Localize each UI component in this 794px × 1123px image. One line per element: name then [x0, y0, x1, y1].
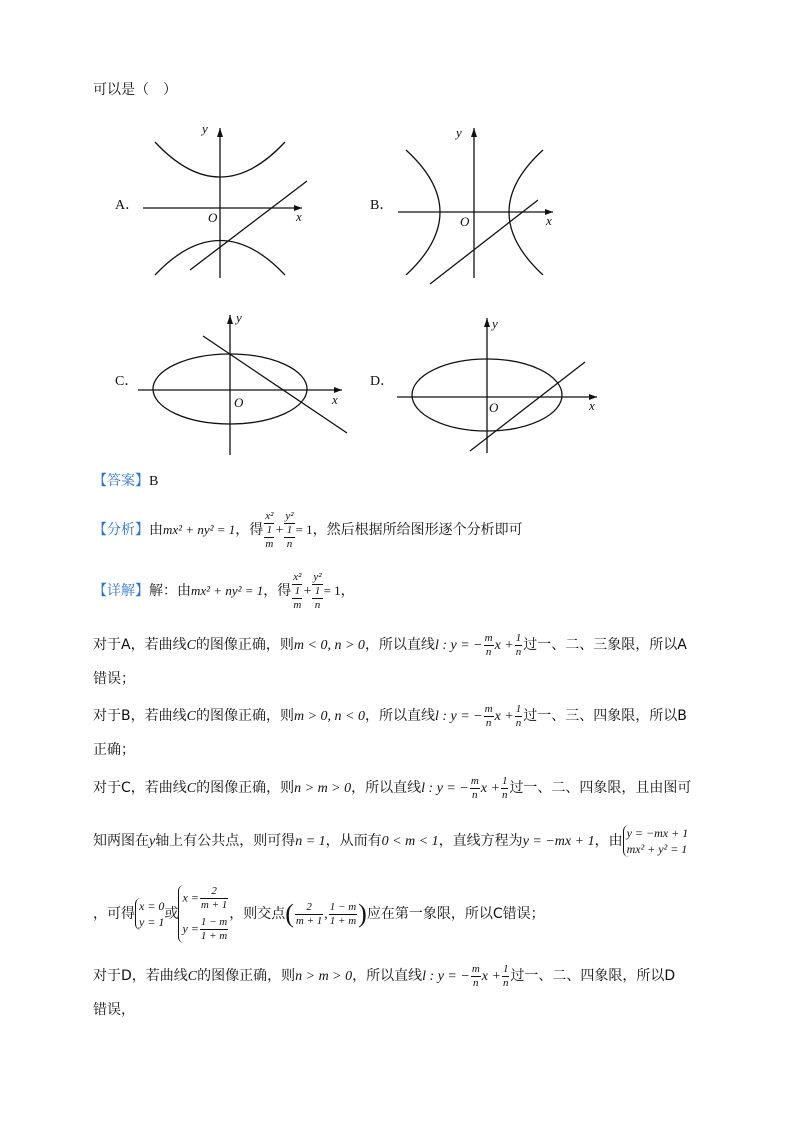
- figure-a: [143, 128, 307, 278]
- figure-a-x-label: x: [296, 209, 302, 224]
- frac-1-n: [515, 703, 523, 730]
- figure-b-origin: O: [460, 214, 470, 229]
- frac-num: 1: [515, 631, 522, 644]
- analysis-pre: 由: [149, 522, 163, 538]
- curve-c: C: [186, 781, 197, 796]
- figure-d-y-label: y: [492, 316, 498, 331]
- option-a-label: A．: [115, 198, 140, 213]
- figure-b-x-label: x: [546, 213, 552, 228]
- analysis-frac-y: [284, 510, 294, 551]
- m-range: 0 < m < 1: [381, 834, 439, 849]
- analysis-tag: 【分析】: [93, 522, 149, 538]
- case-text: ，所以直线: [352, 968, 423, 984]
- solution-2: [178, 885, 229, 943]
- case-text: ，所以直线: [364, 708, 435, 724]
- figure-c-line: [203, 336, 347, 433]
- sol1-y: y = 1: [139, 915, 165, 929]
- case-b-line2: 正确；: [93, 742, 135, 758]
- line-eq-x: x +: [494, 638, 514, 653]
- solution-1: [135, 898, 164, 930]
- frac-num: m: [470, 774, 479, 787]
- line-equation: y = −mx + 1: [522, 834, 595, 849]
- case-text: 应在第一象限，所以C错误；: [366, 906, 545, 922]
- case-condition: n > m > 0: [295, 969, 353, 984]
- detail-frac-x: [292, 571, 302, 612]
- case-text: ，所以直线: [351, 780, 422, 796]
- figure-a-y-label: y: [202, 121, 208, 136]
- case-text: 的图像正确，则: [196, 780, 295, 796]
- analysis-mid: ，得: [235, 522, 264, 538]
- sol2-x-frac: [200, 885, 228, 912]
- frac-den: n: [314, 598, 321, 611]
- detail-pre: 解：由: [149, 583, 191, 599]
- frac-num: 1 − m: [200, 916, 228, 928]
- analysis-frac-x: [264, 510, 274, 551]
- frac-num: 1 − m: [329, 900, 357, 913]
- case-b-line1: [93, 699, 687, 734]
- analysis-equation: mx² + ny² = 1: [163, 522, 236, 537]
- figure-d-origin: O: [489, 400, 499, 415]
- option-c-label: C．: [115, 374, 139, 389]
- figure-d: [397, 318, 597, 453]
- frac-num: m: [484, 631, 493, 644]
- frac-den: n: [472, 788, 478, 801]
- frac-num: 1: [292, 585, 302, 599]
- case-c-line2: [93, 823, 688, 860]
- axis-y-ref: y: [149, 834, 156, 849]
- frac-num: m: [484, 702, 493, 715]
- sol2-y-frac: [200, 916, 228, 943]
- case-text: ，直线方程为: [438, 833, 523, 849]
- system-eq2: mx² + y² = 1: [626, 842, 688, 856]
- case-condition: n > m > 0: [294, 781, 352, 796]
- frac-num: 2: [200, 885, 228, 899]
- frac-den: n: [286, 537, 293, 550]
- frac-1-n: [502, 963, 510, 990]
- frac-num: 1: [284, 524, 294, 538]
- figure-c: [138, 315, 347, 455]
- case-a-line2: 错误；: [93, 671, 135, 687]
- frac-m-n: [470, 775, 480, 802]
- case-d-line1: [93, 959, 675, 994]
- detail-frac-y: [312, 571, 322, 612]
- system-brace: [623, 825, 689, 857]
- frac-den: m: [293, 598, 302, 611]
- point-y-frac: [329, 901, 357, 928]
- sol1-x: x = 0: [139, 899, 165, 913]
- frac-m-n: [484, 703, 494, 730]
- frac-den: m + 1: [200, 899, 228, 911]
- frac-den: 1 + m: [329, 914, 357, 927]
- case-text: 轴上有公共点，则可得: [155, 833, 296, 849]
- frac-den: 1 + m: [200, 930, 228, 942]
- case-a-line1: [93, 628, 687, 663]
- frac-m-n: [471, 963, 481, 990]
- detail-eq1: = 1: [323, 583, 341, 598]
- case-text: 知两图在: [93, 833, 149, 849]
- frac-num: y²: [313, 570, 322, 583]
- analysis-eq1: = 1: [295, 522, 313, 537]
- figure-c-origin: O: [234, 395, 244, 410]
- case-text: ，由: [594, 833, 623, 849]
- frac-den: n: [515, 716, 522, 729]
- or-word: 或: [164, 906, 179, 922]
- detail-tag: 【详解】: [93, 583, 149, 599]
- figure-b-y-label: y: [456, 125, 462, 140]
- detail-mid: ，得: [263, 583, 292, 599]
- case-text: 的图像正确，则: [195, 637, 294, 653]
- answer-tag: 【答案】: [93, 473, 149, 489]
- line-eq: l : y = −: [434, 638, 483, 653]
- figure-c-x-label: x: [332, 392, 338, 407]
- case-text: 对于D，若曲线: [93, 968, 188, 984]
- option-figures: [0, 0, 794, 470]
- case-text: 过一、二、三象限，所以A: [523, 637, 687, 653]
- line-eq: l : y = −: [421, 781, 469, 796]
- detail-equation: mx² + ny² = 1: [191, 583, 264, 598]
- frac-num: 1: [264, 524, 274, 538]
- frac-num: 2: [295, 901, 323, 915]
- curve-c: C: [186, 638, 196, 653]
- point-x-frac: [295, 901, 323, 928]
- frac-den: n: [473, 976, 479, 989]
- frac-num: 1: [515, 702, 522, 715]
- option-d-label: D．: [370, 374, 395, 389]
- case-c-line1: [93, 771, 691, 806]
- question-intro: 可以是（ ）: [93, 82, 177, 98]
- figure-c-y-label: y: [236, 310, 242, 325]
- case-text: 的图像正确，则: [195, 708, 294, 724]
- frac-num: x²: [265, 509, 274, 522]
- frac-den: n: [502, 976, 509, 989]
- frac-m-n: [484, 632, 494, 659]
- case-text: ，可得: [93, 906, 135, 922]
- line-eq: l : y = −: [434, 709, 483, 724]
- case-text: 对于A，若曲线: [93, 637, 187, 653]
- answer-line: [93, 471, 158, 492]
- frac-den: n: [515, 645, 522, 658]
- frac-den: n: [485, 716, 492, 729]
- case-text: 的图像正确，则: [197, 968, 296, 984]
- case-condition: m < 0, n > 0: [293, 638, 365, 653]
- system-eq1: y = −mx + 1: [626, 826, 689, 840]
- case-text: ，所以直线: [364, 637, 435, 653]
- line-eq-x: x +: [494, 709, 514, 724]
- detail-post: ，: [340, 583, 355, 599]
- line-eq: l : y = −: [422, 969, 470, 984]
- case-c-line3: ，可得 x = 0 y = 1 或 x = $\frac{2}{m + 1}$ y = $\frac{1 - m}{1 + m}$ ，则交点( $\frac{2}{m + 1}$ , $\frac{1 - m}{1 + m}$ )应在第一象限，所以C错误；: [93, 885, 545, 942]
- frac-num: 1: [501, 774, 508, 787]
- frac-num: 1: [312, 585, 322, 599]
- option-b-label: B．: [370, 198, 394, 213]
- frac-num: x²: [293, 570, 302, 583]
- case-text: 过一、二、四象限，且由图可: [509, 780, 692, 796]
- frac-den: m: [265, 537, 274, 550]
- n-value: n = 1: [295, 834, 326, 849]
- sol2-x: x =: [182, 890, 199, 905]
- curve-c: C: [186, 709, 196, 724]
- case-text: 对于C，若曲线: [93, 780, 187, 796]
- figure-b: [398, 128, 553, 284]
- frac-num: 1: [502, 962, 509, 975]
- frac-num: m: [471, 962, 480, 975]
- sol2-y: y =: [182, 921, 199, 936]
- case-text: 过一、三、四象限，所以B: [523, 708, 687, 724]
- answer-value: B: [149, 474, 159, 489]
- frac-den: n: [501, 788, 508, 801]
- figure-d-x-label: x: [589, 398, 595, 413]
- line-eq-x: x +: [480, 781, 500, 796]
- case-text: ，从而有: [325, 833, 382, 849]
- detail-line: 【详解】解：由mx² + ny² = 1，得 x² 1 m + y² 1 n = 1，: [93, 570, 355, 611]
- case-text: ，则交点: [229, 906, 286, 922]
- curve-c: C: [187, 969, 198, 984]
- frac-den: m + 1: [295, 914, 323, 927]
- frac-den: n: [485, 645, 492, 658]
- line-eq-x: x +: [481, 969, 501, 984]
- analysis-post: ，然后根据所给图形逐个分析即可: [312, 522, 523, 538]
- case-text: 对于B，若曲线: [93, 708, 187, 724]
- case-d-line2: 错误，: [93, 1002, 135, 1018]
- figure-a-origin: O: [208, 210, 218, 225]
- case-text: 过一、二、四象限，所以D: [510, 968, 676, 984]
- figure-a-line: [190, 181, 307, 270]
- frac-num: y²: [285, 509, 294, 522]
- frac-1-n: [501, 775, 509, 802]
- case-condition: m > 0, n < 0: [293, 709, 365, 724]
- analysis-line: 【分析】由mx² + ny² = 1，得 x² 1 m + y² 1 n = 1，然后根据所给图形逐个分析即可: [93, 509, 523, 550]
- frac-1-n: [515, 632, 523, 659]
